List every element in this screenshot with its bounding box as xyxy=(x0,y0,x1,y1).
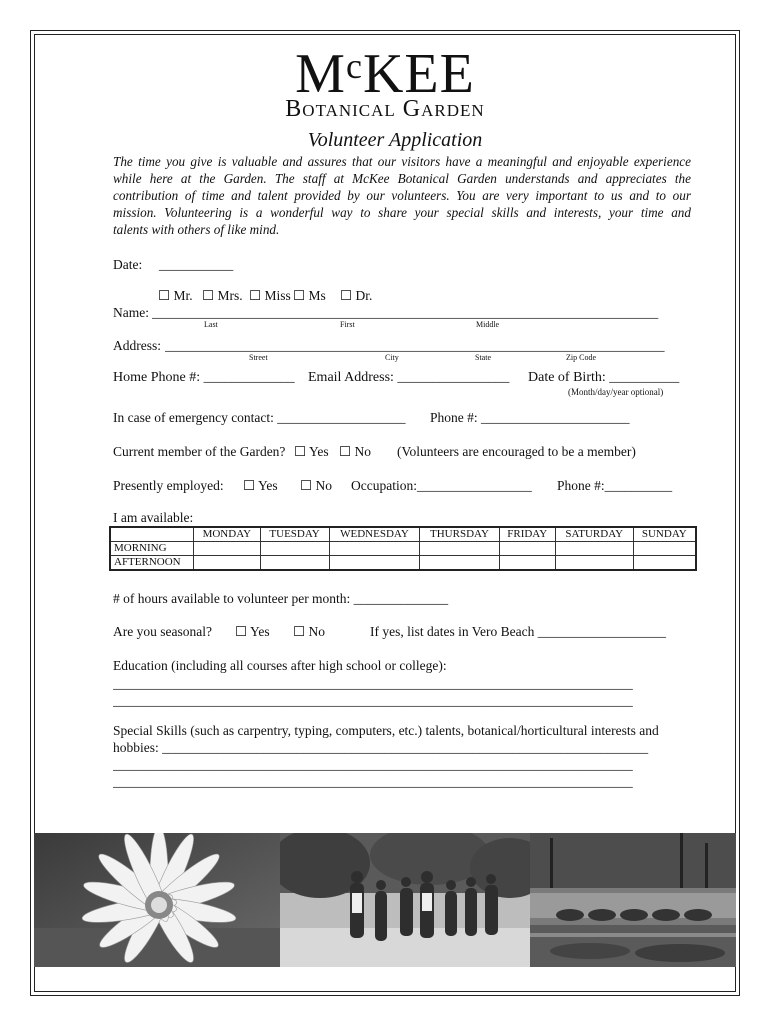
water-lily-photo xyxy=(34,833,280,967)
seasonal-no-checkbox[interactable]: ☐ No xyxy=(293,624,325,639)
availability-cell[interactable] xyxy=(194,542,261,556)
skills-label: Special Skills (such as carpentry, typing, computers, etc.) talents, botanical/horticultural interests and xyxy=(113,723,659,738)
intro-paragraph xyxy=(113,153,691,238)
day-header: SUNDAY xyxy=(633,527,696,542)
member-note: (Volunteers are encouraged to be a member) xyxy=(397,444,636,459)
occupation-field[interactable]: Occupation:_________________ xyxy=(351,478,532,493)
seasonal-question: Are you seasonal? xyxy=(113,624,212,639)
member-yes-checkbox[interactable]: ☐ Yes xyxy=(294,444,329,459)
employed-question: Presently employed: xyxy=(113,478,224,493)
intro-line: while here at the Garden. The staff at McKee Botanical Garden understands and appreciates the xyxy=(113,171,691,186)
availability-cell[interactable] xyxy=(555,556,633,571)
employer-phone-field[interactable]: Phone #:__________ xyxy=(557,478,673,493)
seasonal-yes-checkbox[interactable]: ☐ Yes xyxy=(235,624,270,639)
table-row xyxy=(110,527,696,542)
title-miss-checkbox[interactable]: ☐ Miss xyxy=(249,288,291,303)
availability-cell[interactable] xyxy=(329,556,420,571)
availability-cell[interactable] xyxy=(329,542,420,556)
availability-cell[interactable] xyxy=(555,542,633,556)
availability-cell[interactable] xyxy=(633,542,696,556)
form-title: Volunteer Application xyxy=(307,129,483,151)
day-header: MONDAY xyxy=(194,527,261,542)
date-label: Date: xyxy=(113,257,143,272)
row-header: MORNING xyxy=(110,542,194,556)
title-dr-checkbox[interactable]: ☐ Dr. xyxy=(340,288,373,303)
hours-per-month-field[interactable]: # of hours available to volunteer per month: ______________ xyxy=(113,591,449,606)
availability-cell[interactable] xyxy=(194,556,261,571)
employed-yes-checkbox[interactable]: ☐ Yes xyxy=(243,478,278,493)
day-header: FRIDAY xyxy=(499,527,555,542)
member-no-checkbox[interactable]: ☐ No xyxy=(339,444,371,459)
intro-line: contribution of time and talent provided by our volunteers. You are very important to us and to our xyxy=(113,188,691,203)
home-phone-field[interactable]: Home Phone #: _____________ xyxy=(113,370,295,385)
availability-table xyxy=(109,526,697,571)
address-zip-caption: Zip Code xyxy=(566,353,596,362)
day-header: TUESDAY xyxy=(260,527,329,542)
title-ms-checkbox[interactable]: ☐ Ms xyxy=(293,288,326,303)
address-label: Address: xyxy=(113,338,161,353)
availability-cell[interactable] xyxy=(260,556,329,571)
day-header: SATURDAY xyxy=(555,527,633,542)
skills-hobbies-field[interactable]: hobbies: ________________________________________________________________________ xyxy=(113,740,649,755)
availability-cell[interactable] xyxy=(499,542,555,556)
skills-line[interactable]: _____________________________________________________________________________ xyxy=(113,757,633,772)
name-first-caption: First xyxy=(340,320,355,329)
emergency-contact-field[interactable]: In case of emergency contact: ___________________ xyxy=(113,410,406,425)
availability-cell[interactable] xyxy=(260,542,329,556)
title-mrs-checkbox[interactable]: ☐ Mrs. xyxy=(202,288,243,303)
name-field[interactable]: ___________________________________________________________________________ xyxy=(152,305,659,320)
education-line[interactable]: _____________________________________________________________________________ xyxy=(113,693,633,708)
title-mr-checkbox[interactable]: ☐ Mr. xyxy=(158,288,193,303)
table-row xyxy=(110,542,696,556)
logo-wordmark: $M^cKEE$ xyxy=(295,43,475,105)
day-header: WEDNESDAY xyxy=(329,527,420,542)
name-last-caption: Last xyxy=(204,320,218,329)
seasonal-dates-field[interactable]: If yes, list dates in Vero Beach ___________________ xyxy=(370,624,666,639)
education-label: Education (including all courses after high school or college): xyxy=(113,658,447,673)
address-street-caption: Street xyxy=(249,353,268,362)
garden-pond-photo xyxy=(530,833,736,967)
availability-label: I am available: xyxy=(113,510,194,525)
intro-line: talents with others of like mind. xyxy=(113,222,280,237)
emergency-phone-field[interactable]: Phone #: ______________________ xyxy=(430,410,630,425)
availability-cell[interactable] xyxy=(420,556,499,571)
day-header: THURSDAY xyxy=(420,527,499,542)
intro-line: The time you give is valuable and assures that our visitors have a meaningful and enjoyable experience xyxy=(113,154,691,169)
email-field[interactable]: Email Address: ________________ xyxy=(308,370,510,385)
table-row xyxy=(110,556,696,571)
availability-cell[interactable] xyxy=(499,556,555,571)
education-line[interactable]: _____________________________________________________________________________ xyxy=(113,676,633,691)
address-state-caption: State xyxy=(475,353,491,362)
garden-tour-group-photo xyxy=(280,833,530,967)
date-field[interactable]: ___________ xyxy=(159,257,234,272)
address-city-caption: City xyxy=(385,353,399,362)
availability-cell[interactable] xyxy=(420,542,499,556)
member-question: Current member of the Garden? xyxy=(113,444,286,459)
name-label: Name: xyxy=(113,305,149,320)
name-middle-caption: Middle xyxy=(476,320,500,329)
logo-subtitle: Botanical Garden xyxy=(285,96,485,122)
skills-line[interactable]: _____________________________________________________________________________ xyxy=(113,774,633,789)
table-corner-cell xyxy=(110,527,194,542)
row-header: AFTERNOON xyxy=(110,556,194,571)
intro-line: mission. Volunteering is a wonderful way to share your special skills and interests, your time and xyxy=(113,205,691,220)
photo-strip xyxy=(34,833,736,967)
date-of-birth-field[interactable]: Date of Birth: __________ xyxy=(528,370,680,385)
dob-note: (Month/day/year optional) xyxy=(568,387,664,397)
address-field[interactable]: __________________________________________________________________________ xyxy=(165,338,665,353)
availability-cell[interactable] xyxy=(633,556,696,571)
employed-no-checkbox[interactable]: ☐ No xyxy=(300,478,332,493)
